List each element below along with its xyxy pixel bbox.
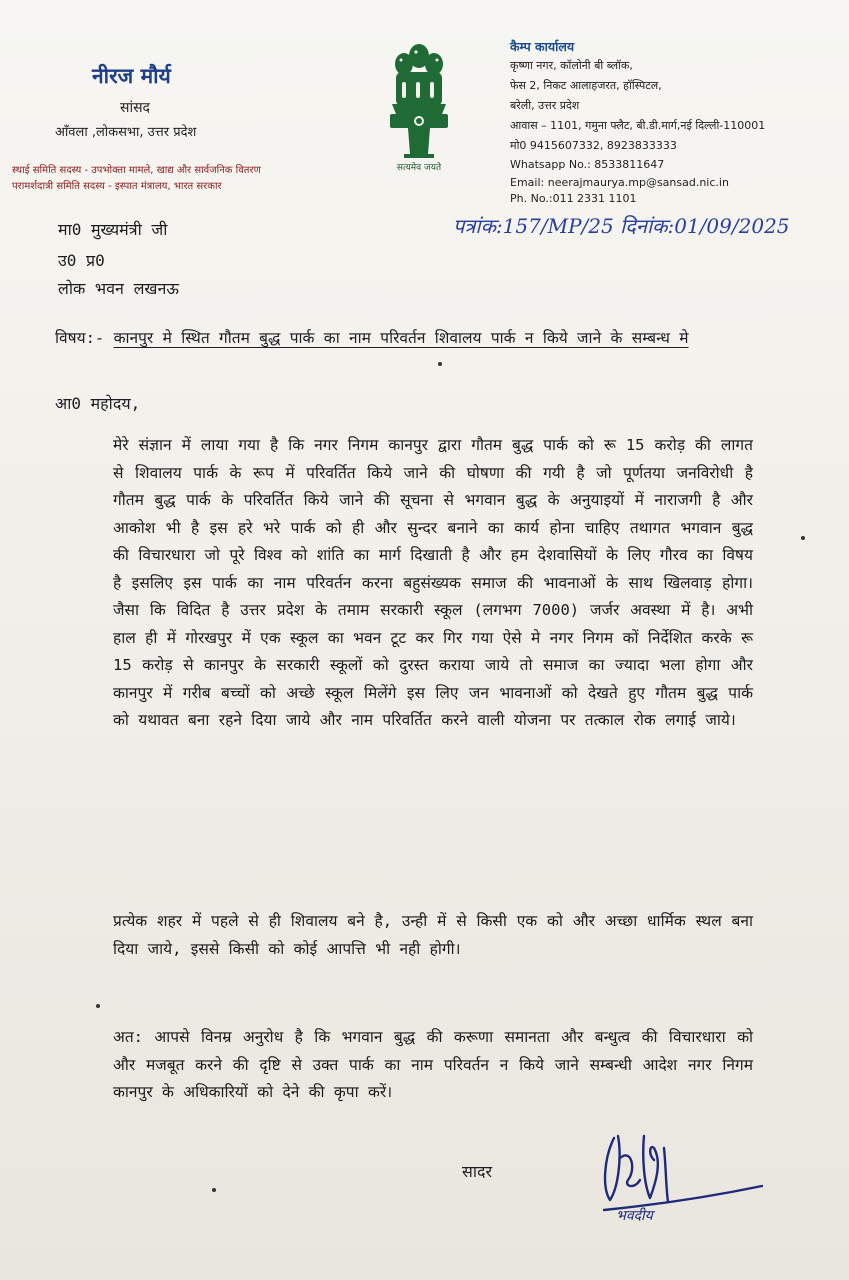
letter-reference-and-date: पत्रांक:157/MP/25 दिनांक:01/09/2025 <box>453 214 790 238</box>
subject-text: कानपुर मे स्थित गौतम बुद्ध पार्क का नाम परिवर्तन शिवालय पार्क न किये जाने के सम्बन्ध मे <box>113 329 689 347</box>
office-title: कैम्प कार्यालय <box>510 39 575 54</box>
whatsapp-number: Whatsapp No.: 8533811647 <box>510 158 665 171</box>
addressee-line: लोक भवन लखनऊ <box>58 279 179 298</box>
subject <box>55 324 795 352</box>
committee-line-1: स्थाई समिति सदस्य - उपभोक्ता मामले, खाद्य और सार्वजनिक वितरण <box>12 165 261 176</box>
scan-dot <box>801 536 805 540</box>
subject-label: विषय:- <box>55 329 105 347</box>
scan-dot <box>212 1188 216 1192</box>
addressee-line: उ0 प्र0 <box>58 251 105 270</box>
national-emblem-icon <box>378 38 460 178</box>
residence-address: आवास – 1101, गमुना फ्लैट, बी.डी.मार्ग,नई दिल्ली-110001 <box>510 119 766 132</box>
closing: सादर <box>462 1162 493 1181</box>
emblem-motto: सत्यमेव जयते <box>396 163 442 173</box>
scan-dot <box>96 1004 100 1008</box>
office-address-line: बरेली, उत्तर प्रदेश <box>510 99 580 112</box>
mp-constituency: आँवला ,लोकसभा, उत्तर प्रदेश <box>55 125 197 140</box>
body-paragraph-1: मेरे संज्ञान में लाया गया है कि नगर निगम कानपुर द्वारा गौतम बुद्ध पार्क को रू 15 करोड़ की लागत से शिवालय पार्क के रूप में परिवर्तित किये जाने की घोषणा की गयी है जो पूर्णतया जनविरोधी है गौतम बुद्ध पार्क के परिवर्तित किये जाने की सूचना से भगवान बुद्ध के अनुयाइयों में नाराजगी है और आकोश भी है इस हरे भरे पार्क को ही और सुन्दर बनाने का कार्य होना चाहिए तथागत भगवान बुद्ध की विचारधारा जो पूरे विश्व को शांति का मार्ग दिखाती है और हम देशवासियों के लिए गौरव का विषय है इसलिए इस पार्क का नाम परिवर्तन करना बहुसंख्यक समाज की भावनाओं के साथ खिलवाड़ होगा। जैसा कि विदित है उत्तर प्रदेश के तमाम सरकारी स्कूल (लगभग 7000) जर्जर अवस्था में है। अभी हाल ही में गोरखपुर में एक स्कूल का भवन टूट कर गिर गया ऐसे मे नगर निगम कों निर्देशित करके रू 15 करोड़ से कानपुर के सरकारी स्कूलों को दुरस्त कराया जाये तो समाज का ज्यादा भला होगा और कानपुर में गरीब बच्चों को अच्छे स्कूल मिलेंगे इस लिए जन भावनाओं को देखते हुए गौतम बुद्ध पार्क को यथावत बना रहने दिया जाये और नाम परिवर्तित करने वाली योजना पर तत्काल रोक लगाई जाये। <box>113 436 753 729</box>
office-address-line: फेस 2, निकट आलाहजरत, हॉस्पिटल, <box>510 79 662 92</box>
signature-icon <box>584 1118 774 1228</box>
body-paragraph-2: प्रत्येक शहर में पहले से ही शिवालय बने है, उन्ही में से किसी एक को और अच्छा धार्मिक स्थल बना दिया जाये, इससे किसी को कोई आपत्ति भी नही होगी। <box>113 912 753 958</box>
office-address-line: कृष्णा नगर, कॉलोनी बी ब्लॉक, <box>510 59 633 72</box>
salutation: आ0 महोदय, <box>55 394 141 413</box>
scan-dot <box>438 362 442 366</box>
mobile-numbers: मो0 9415607332, 8923833333 <box>510 139 677 152</box>
committee-line-2: परामर्शदात्री समिति सदस्य - इस्पात मंत्रालय, भारत सरकार <box>12 181 222 192</box>
email-address: Email: neerajmaurya.mp@sansad.nic.in <box>510 176 729 189</box>
signoff: भवदीय <box>616 1208 653 1224</box>
body-paragraph-3: अत: आपसे विनम्र अनुरोध है कि भगवान बुद्ध की करूणा समानता और बन्धुत्व की विचारधारा को और मजबूत करने की दृष्टि से उक्त पार्क का नाम परिवर्तन न किये जाने सम्बन्धी आदेश नगर निगम कानपुर के अधिकारियों को देने की कृपा करें। <box>113 1028 753 1101</box>
addressee-line: मा0 मुख्यमंत्री जी <box>58 220 168 239</box>
mp-designation: सांसद <box>120 100 150 116</box>
mp-name: नीरज मौर्य <box>92 64 171 88</box>
phone-number: Ph. No.:011 2331 1101 <box>510 192 637 205</box>
